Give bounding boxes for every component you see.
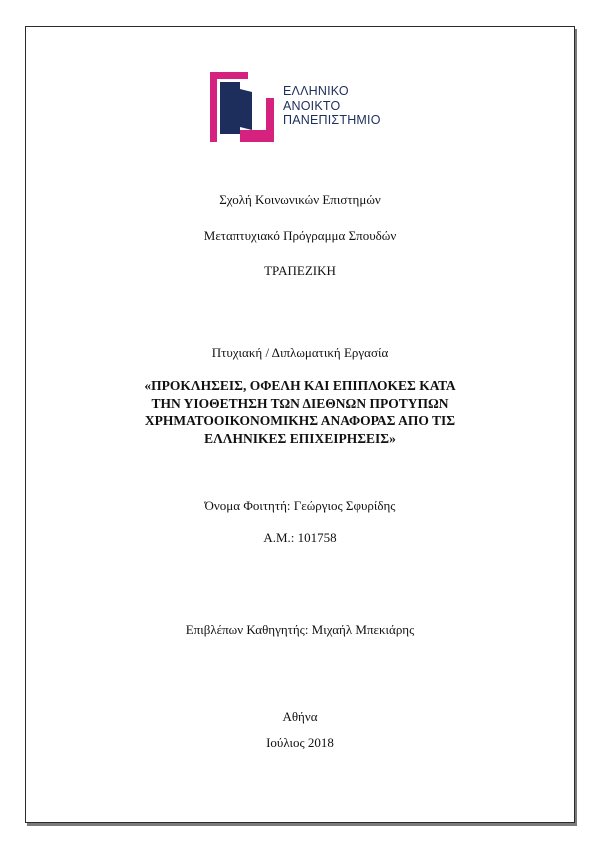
thesis-title-line: ΕΛΛΗΝΙΚΕΣ ΕΠΙΧΕΙΡΗΣΕΙΣ» [204, 430, 396, 446]
eap-logo-icon [210, 72, 274, 142]
student-name: Όνομα Φοιτητή: Γεώργιος Σφυρίδης [204, 498, 396, 513]
specialization: ΤΡΑΠΕΖΙΚΗ [264, 263, 336, 278]
logo-line-1: ΕΛΛΗΝΙΚΟ [283, 84, 349, 98]
city: Αθήνα [282, 709, 318, 724]
program-name: Μεταπτυχιακό Πρόγραμμα Σπουδών [203, 228, 397, 243]
thesis-title-line: ΤΗΝ ΥΙΟΘΕΤΗΣΗ ΤΩΝ ΔΙΕΘΝΩΝ ΠΡΟΤΥΠΩΝ [151, 395, 449, 411]
thesis-title-line: ΧΡΗΜΑΤΟΟΙΚΟΝΟΜΙΚΗΣ ΑΝΑΦΟΡΑΣ ΑΠΟ ΤΙΣ [144, 413, 456, 428]
university-logo [210, 72, 410, 142]
supervisor: Επιβλέπων Καθηγητής: Μιχαήλ Μπεκιάρης [185, 622, 415, 637]
date: Ιούλιος 2018 [266, 735, 334, 750]
thesis-title [80, 377, 520, 447]
student-id: Α.Μ.: 101758 [263, 530, 337, 545]
thesis-title-line: «ΠΡΟΚΛΗΣΕΙΣ, ΟΦΕΛΗ ΚΑΙ ΕΠΙΠΛΟΚΕΣ ΚΑΤΑ [144, 378, 456, 393]
thesis-type: Πτυχιακή / Διπλωματική Εργασία [211, 345, 389, 360]
logo-line-3: ΠΑΝΕΠΙΣΤΗΜΙΟ [283, 113, 381, 127]
logo-text [283, 84, 381, 128]
school-name: Σχολή Κοινωνικών Επιστημών [219, 192, 381, 207]
logo-line-2: ΑΝΟΙΚΤΟ [283, 98, 341, 113]
